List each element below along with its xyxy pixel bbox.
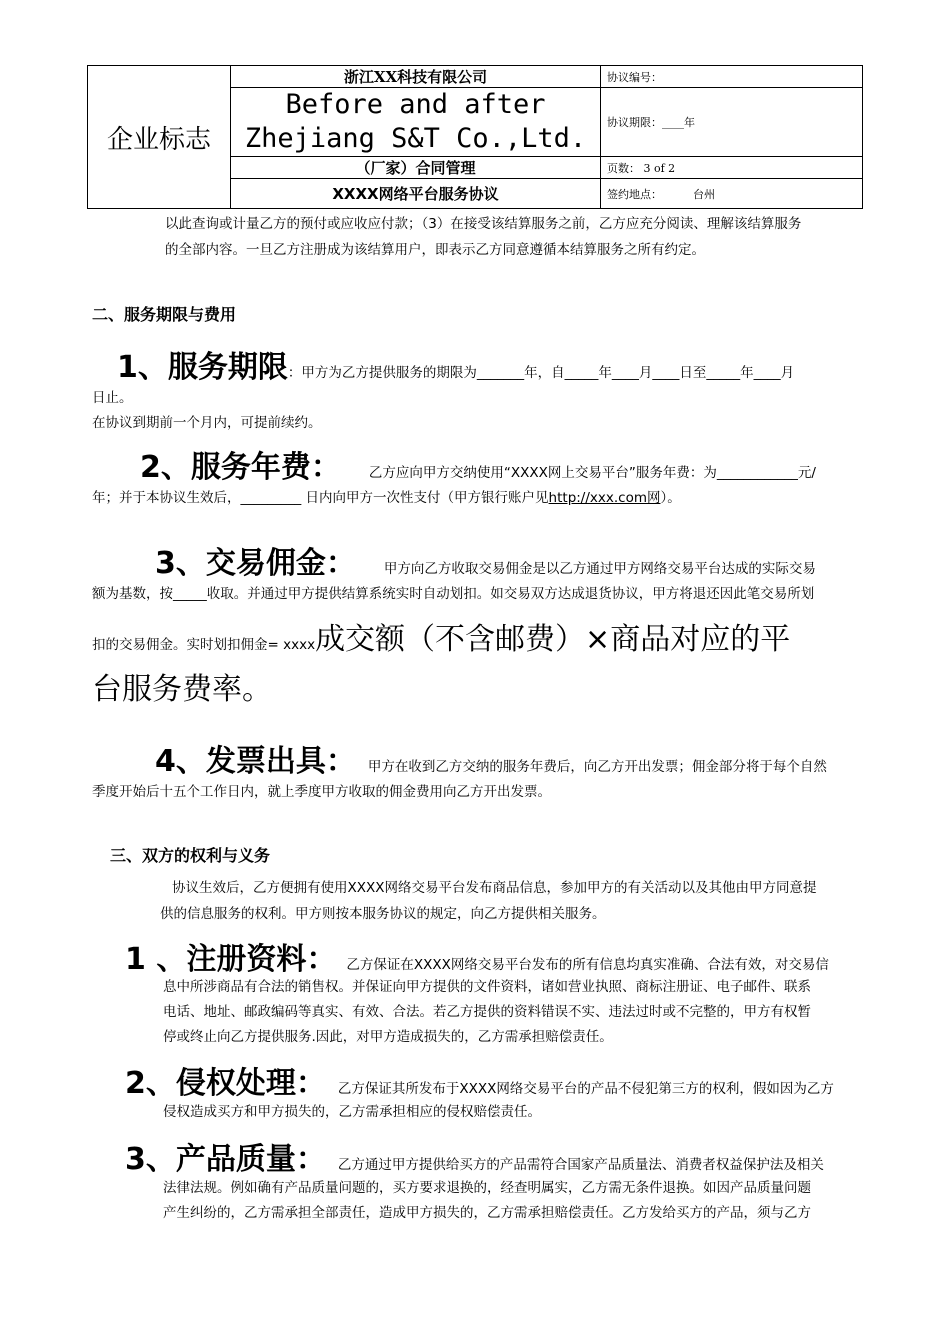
service-term-line-3: 在协议到期前一个月内，可提前续约。 <box>92 415 322 431</box>
page-count-label: 页数： 3 of 2 <box>601 157 863 179</box>
registration-line-4: 停或终止向乙方提供服务.因此，对甲方造成损失的，乙方需承担赔偿责任。 <box>163 1029 613 1045</box>
company-name-en-line1: Before and after <box>285 89 546 120</box>
logo-placeholder: 企业标志 <box>88 66 231 209</box>
invoice-title: 4、发票出具： <box>155 744 356 779</box>
registration-title: 1 、注册资料： <box>125 942 337 977</box>
service-term-title: 1、服务期限 <box>117 350 288 385</box>
quality-text: 乙方通过甲方提供给买方的产品需符合国家产品质量法、消费者权益保护法及相关 <box>337 1157 824 1173</box>
contract-management-label: （厂家）合同管理 <box>231 157 601 179</box>
commission-paragraph <box>155 538 816 582</box>
sign-place-label: 签约地点： <box>607 187 662 201</box>
registration-line-3: 电话、地址、邮政编码等真实、有效、合法。若乙方提供的资料错误不实、违法过时或不完整的，甲方有权暂 <box>163 1004 811 1020</box>
commission-formula: 成交额（不含邮费）×商品对应的平 <box>315 622 791 657</box>
sign-place <box>601 179 863 209</box>
invoice-line-2: 季度开始后十五个工作日内，就上季度甲方收取的佣金费用向乙方开出发票。 <box>92 784 551 800</box>
service-term-text: ：甲方为乙方提供服务的期限为_______年，自_____年____月____日至_____年____月 <box>287 365 795 381</box>
commission-line-4: 台服务费率。 <box>92 672 272 707</box>
section-3-intro-line-1: 协议生效后，乙方便拥有使用XXXX网络交易平台发布商品信息，参加甲方的有关活动以及其他由甲方同意提 <box>172 880 817 896</box>
service-term-line-2: 日止。 <box>92 390 133 406</box>
commission-line-3 <box>92 614 790 658</box>
infringement-line-2: 侵权造成买方和甲方损失的，乙方需承担相应的侵权赔偿责任。 <box>163 1104 541 1120</box>
annual-fee-line-2-end: ）。 <box>660 490 681 506</box>
company-name-en-line2: Zhejiang S&T Co.,Ltd. <box>244 123 587 154</box>
header-table <box>87 65 863 209</box>
infringement-title: 2、侵权处理： <box>125 1066 326 1101</box>
company-name-cn: 浙江XX科技有限公司 <box>231 66 601 88</box>
agreement-number-label: 协议编号： <box>601 66 863 88</box>
commission-formula-label: 扣的交易佣金。实时划扣佣金= xxxx <box>92 637 316 653</box>
annual-fee-line-2-text: 年；并于本协议生效后，_________ 日内向甲方一次性支付（甲方银行账户见 <box>92 490 549 506</box>
invoice-paragraph <box>155 736 827 780</box>
annual-fee-paragraph <box>140 442 816 486</box>
agreement-term-label: 协议期限：____年 <box>601 88 863 157</box>
quality-line-3: 产生纠纷的，乙方需承担全部责任，造成甲方损失的，乙方需承担赔偿责任。乙方发给买方的产品，须与乙方 <box>163 1205 811 1221</box>
infringement-paragraph <box>125 1058 834 1102</box>
commission-text: 甲方向乙方收取交易佣金是以乙方通过甲方网络交易平台达成的实际交易 <box>383 561 816 577</box>
registration-paragraph <box>125 934 829 978</box>
sign-place-value: 台州 <box>693 187 715 201</box>
agreement-title: XXXX网络平台服务协议 <box>231 179 601 209</box>
company-name-en <box>231 88 601 157</box>
service-term-paragraph <box>117 342 794 386</box>
annual-fee-line-2 <box>92 488 681 508</box>
annual-fee-text: 乙方应向甲方交纳使用“XXXX网上交易平台”服务年费：为____________元/ <box>368 465 816 481</box>
commission-line-2: 额为基数，按_____收取。并通过甲方提供结算系统实时自动划扣。如交易双方达成退货协议，甲方将退还因此笔交易所划 <box>92 586 815 602</box>
quality-title: 3、产品质量： <box>125 1142 326 1177</box>
section-3-title: 三、双方的权利与义务 <box>110 846 271 865</box>
intro-line-2: 的全部内容。一旦乙方注册成为该结算用户，即表示乙方同意遵循本结算服务之所有约定。 <box>165 242 705 258</box>
commission-title: 3、交易佣金： <box>155 546 356 581</box>
registration-text: 乙方保证在XXXX网络交易平台发布的所有信息均真实准确、合法有效，对交易信 <box>346 957 829 973</box>
infringement-text: 乙方保证其所发布于XXXX网络交易平台的产品不侵犯第三方的权利，假如因为乙方 <box>337 1081 834 1097</box>
quality-line-2: 法律法规。例如确有产品质量问题的，买方要求退换的，经查明属实，乙方需无条件退换。如因产品质量问题 <box>163 1180 811 1196</box>
quality-paragraph <box>125 1134 824 1178</box>
intro-line-1: 以此查询或计量乙方的预付或应收应付款；（3）在接受该结算服务之前，乙方应充分阅读、理解该结算服务 <box>165 216 802 232</box>
section-3-intro-line-2: 供的信息服务的权利。甲方则按本服务协议的规定，向乙方提供相关服务。 <box>160 906 606 922</box>
registration-line-2: 息中所涉商品有合法的销售权。并保证向甲方提供的文件资料，诸如营业执照、商标注册证、电子邮件、联系 <box>163 979 811 995</box>
annual-fee-title: 2、服务年费： <box>140 450 341 485</box>
section-2-title: 二、服务期限与费用 <box>92 305 237 324</box>
bank-account-link[interactable]: http://xxx.com网 <box>548 490 661 506</box>
invoice-text: 甲方在收到乙方交纳的服务年费后，向乙方开出发票；佣金部分将于每个自然 <box>367 759 827 775</box>
